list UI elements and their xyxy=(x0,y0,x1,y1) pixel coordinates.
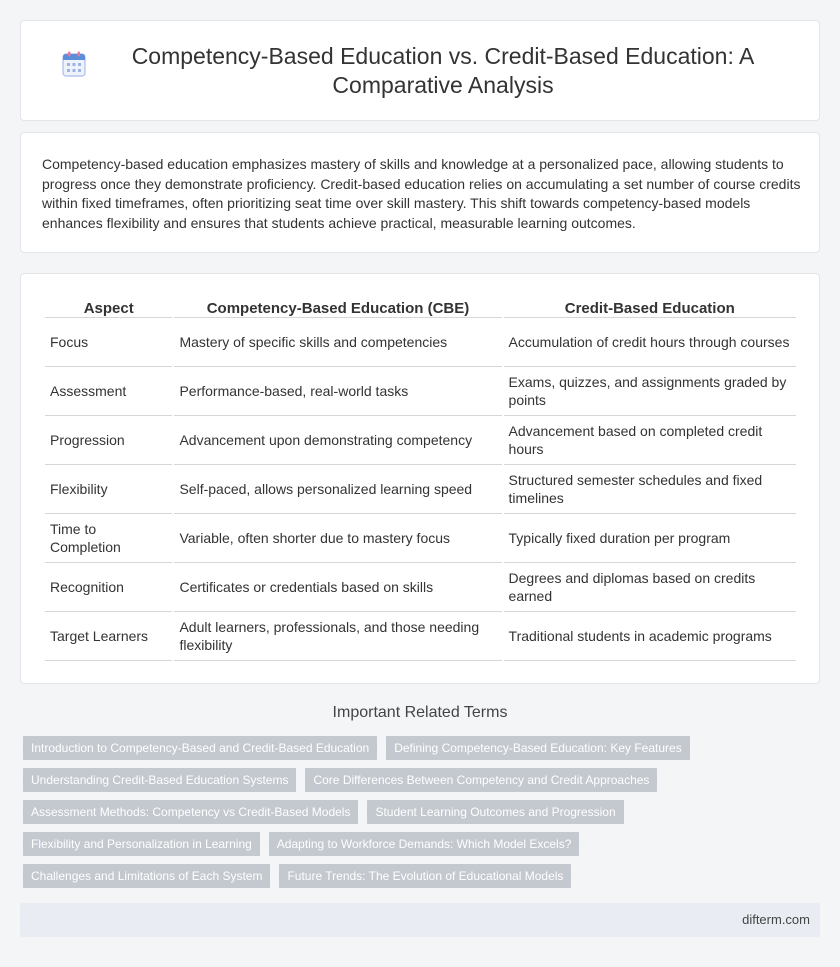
table-row xyxy=(45,612,796,661)
related-term-link[interactable]: Student Learning Outcomes and Progression xyxy=(367,800,623,824)
row-credit: Exams, quizzes, and assignments graded by points xyxy=(504,367,796,416)
row-credit: Advancement based on completed credit hours xyxy=(504,416,796,465)
column-header-aspect: Aspect xyxy=(45,294,172,318)
intro-paragraph: Competency-based education emphasizes mastery of skills and knowledge at a personalized pace, allowing students to progress once they demonstrate proficiency. Credit-based education relies on accumulating a set number of course credits within fixed timeframes, often prioritizing seat time over skill mastery. This shift towards competency-based models enhances flexibility and ensures that students achieve practical, measurable learning outcomes. xyxy=(42,156,801,231)
intro-card xyxy=(20,132,820,253)
row-cbe: Performance-based, real-world tasks xyxy=(174,367,501,416)
related-terms-heading: Important Related Terms xyxy=(332,704,508,721)
related-term-link[interactable]: Challenges and Limitations of Each System xyxy=(23,864,270,888)
row-aspect: Time to Completion xyxy=(45,514,172,563)
table-row xyxy=(45,465,796,514)
row-aspect: Flexibility xyxy=(45,465,172,514)
table-row xyxy=(45,514,796,563)
row-cbe: Certificates or credentials based on skills xyxy=(174,563,501,612)
site-link[interactable]: difterm.com xyxy=(742,912,810,927)
related-term-link[interactable]: Assessment Methods: Competency vs Credit-Based Models xyxy=(23,800,358,824)
row-cbe: Mastery of specific skills and competencies xyxy=(174,318,501,367)
row-aspect: Focus xyxy=(45,318,172,367)
table-row xyxy=(45,416,796,465)
column-header-credit: Credit-Based Education xyxy=(504,294,796,318)
table-header-row xyxy=(45,294,796,318)
related-term-link[interactable]: Defining Competency-Based Education: Key Features xyxy=(386,736,690,760)
related-term-link[interactable]: Core Differences Between Competency and Credit Approaches xyxy=(305,768,657,792)
row-credit: Typically fixed duration per program xyxy=(504,514,796,563)
row-credit: Traditional students in academic programs xyxy=(504,612,796,661)
related-term-link[interactable]: Understanding Credit-Based Education Systems xyxy=(23,768,296,792)
related-term-link[interactable]: Future Trends: The Evolution of Educational Models xyxy=(279,864,571,888)
footer xyxy=(20,903,820,937)
related-term-link[interactable]: Introduction to Competency-Based and Credit-Based Education xyxy=(23,736,377,760)
page-title: Competency-Based Education vs. Credit-Based Education: A Comparative Analysis xyxy=(131,42,755,98)
header-card xyxy=(20,20,820,121)
row-aspect: Progression xyxy=(45,416,172,465)
row-cbe: Variable, often shorter due to mastery focus xyxy=(174,514,501,563)
table-row xyxy=(45,563,796,612)
row-cbe: Self-paced, allows personalized learning speed xyxy=(174,465,501,514)
row-aspect: Assessment xyxy=(45,367,172,416)
row-cbe: Advancement upon demonstrating competency xyxy=(174,416,501,465)
row-aspect: Recognition xyxy=(45,563,172,612)
row-aspect: Target Learners xyxy=(45,612,172,661)
row-credit: Degrees and diplomas based on credits earned xyxy=(504,563,796,612)
related-term-link[interactable]: Flexibility and Personalization in Learning xyxy=(23,832,260,856)
comparison-table xyxy=(43,294,798,661)
row-credit: Structured semester schedules and fixed timelines xyxy=(504,465,796,514)
table-row xyxy=(45,318,796,367)
row-cbe: Adult learners, professionals, and those needing flexibility xyxy=(174,612,501,661)
row-credit: Accumulation of credit hours through courses xyxy=(504,318,796,367)
column-header-cbe: Competency-Based Education (CBE) xyxy=(174,294,501,318)
related-terms-list xyxy=(23,736,813,896)
calendar-icon xyxy=(62,51,86,77)
related-term-link[interactable]: Adapting to Workforce Demands: Which Model Excels? xyxy=(269,832,580,856)
table-row xyxy=(45,367,796,416)
comparison-card xyxy=(20,273,820,684)
